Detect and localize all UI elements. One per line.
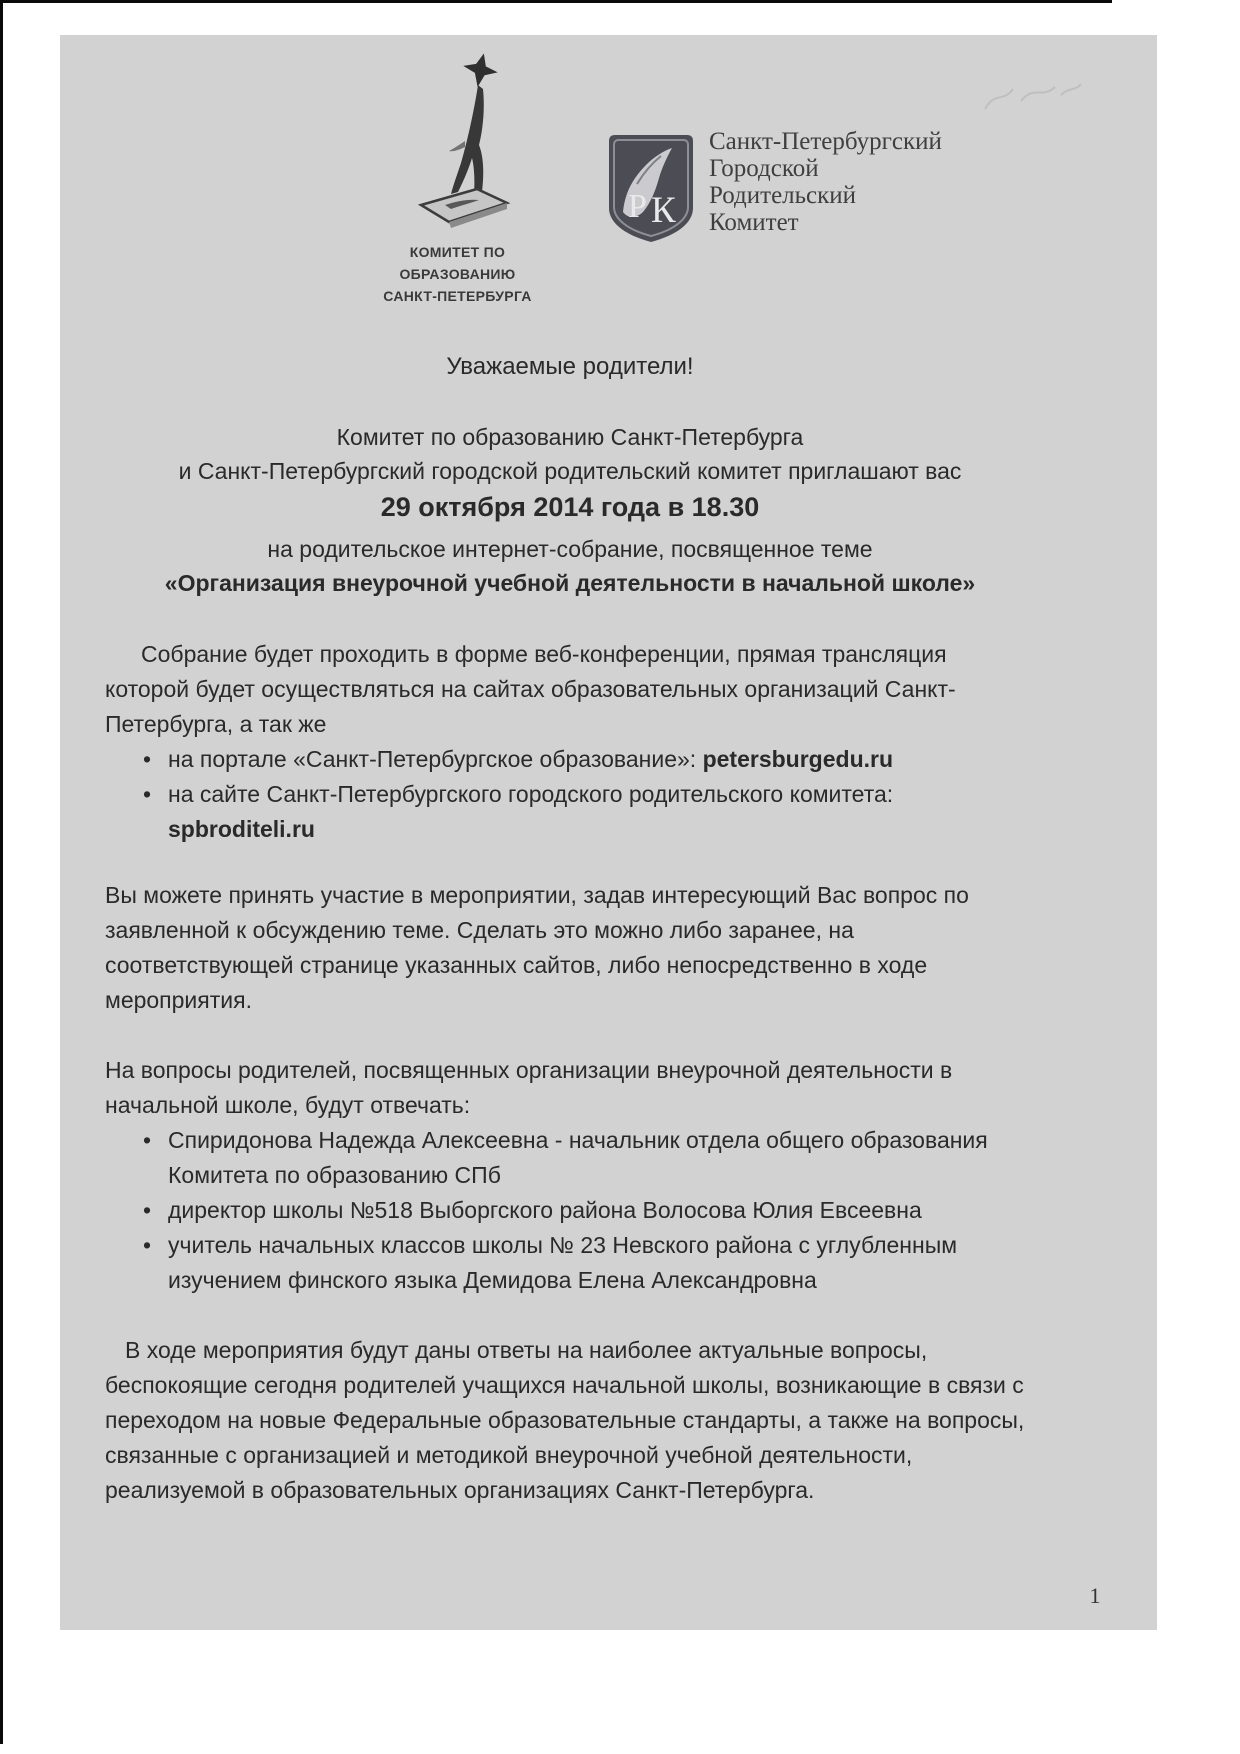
list-item-site — [105, 777, 1035, 847]
scanned-letter-page — [60, 35, 1157, 1630]
event-topic: «Организация внеурочной учебной деятельности в начальной школе» — [164, 570, 976, 596]
site-text: на сайте Санкт-Петербургского городского родительского комитета: — [168, 781, 894, 807]
speaker-item: • директор школы №518 Выборгского района Волосова Юлия Евсеевна — [105, 1193, 1035, 1228]
letter-body — [105, 352, 1035, 1508]
invite-line-2: и Санкт-Петербургский городской родительский комитет приглашают вас — [178, 458, 962, 484]
invite-line-1: Комитет по образованию Санкт-Петербурга — [336, 424, 804, 450]
svg-text:Р: Р — [628, 188, 647, 225]
sites-list — [105, 742, 1035, 847]
committee-name-line-1: Санкт-Петербургский — [709, 128, 942, 155]
speaker-item: • учитель начальных классов школы № 23 Невского района с углубленным изучением финского языка Демидова Елена Александровна — [105, 1228, 1035, 1298]
svg-text:К: К — [651, 190, 676, 231]
parents-committee-logo — [607, 128, 942, 244]
pencil-mark-icon — [983, 77, 1083, 122]
page-number: 1 — [1089, 1583, 1101, 1608]
committee-name-line-4: Комитет — [709, 209, 799, 236]
education-committee-caption — [350, 241, 565, 307]
list-item-portal — [105, 742, 1035, 777]
education-committee-logo — [405, 53, 565, 233]
speaker-item: • Спиридонова Надежда Алексеевна - начальник отдела общего образования Комитета по образованию СПб — [105, 1123, 1035, 1193]
scan-edge-left — [0, 0, 3, 1744]
salutation: Уважаемые родители! — [446, 353, 694, 380]
site-text: на портале «Санкт-Петербургское образование»: — [168, 746, 703, 772]
paragraph-participate: Вы можете принять участие в мероприятии, задав интересующий Вас вопрос по заявленной к обсуждению теме. Сделать это можно либо заранее, на соответствующей странице указанных сайтов, либо непосредственно в ходе мероприятия. — [105, 882, 969, 1013]
parents-committee-shield-icon — [607, 132, 695, 244]
paragraph-broadcast: Собрание будет проходить в форме веб-конференции, прямая трансляция которой будет осуществляться на сайтах образовательных организаций Санкт-Петербурга, а так же — [105, 641, 956, 737]
paragraph-speakers-intro: На вопросы родителей, посвященных организации внеурочной деятельности в начальной школе, будут отвечать: — [105, 1057, 953, 1118]
event-datetime: 29 октября 2014 года в 18.30 — [380, 492, 760, 522]
invite-line-3: на родительское интернет-собрание, посвященное теме — [267, 536, 873, 562]
speakers-list — [105, 1123, 1035, 1298]
site-url: petersburgedu.ru — [702, 746, 894, 772]
committee-name-line-2: Городской — [709, 155, 819, 182]
scan-edge-top — [0, 0, 1112, 3]
parents-committee-name — [709, 128, 942, 244]
paragraph-final: В ходе мероприятия будут даны ответы на наиболее актуальные вопросы, беспокоящие сегодня родителей учащихся начальной школы, возникающие в связи с переходом на новые Федеральные образовательные стандарты, а также на вопросы, связанные с организацией и методикой внеурочной учебной деятельности, реализуемой в образовательных организациях Санкт-Петербурга. — [105, 1337, 1025, 1503]
caption-line-2: САНКТ-ПЕТЕРБУРГА — [383, 288, 532, 304]
site-url: spbroditeli.ru — [168, 816, 315, 842]
committee-name-line-3: Родительский — [709, 182, 857, 209]
education-committee-emblem-icon — [405, 53, 565, 228]
caption-line-1: КОМИТЕТ ПО ОБРАЗОВАНИЮ — [399, 244, 516, 282]
